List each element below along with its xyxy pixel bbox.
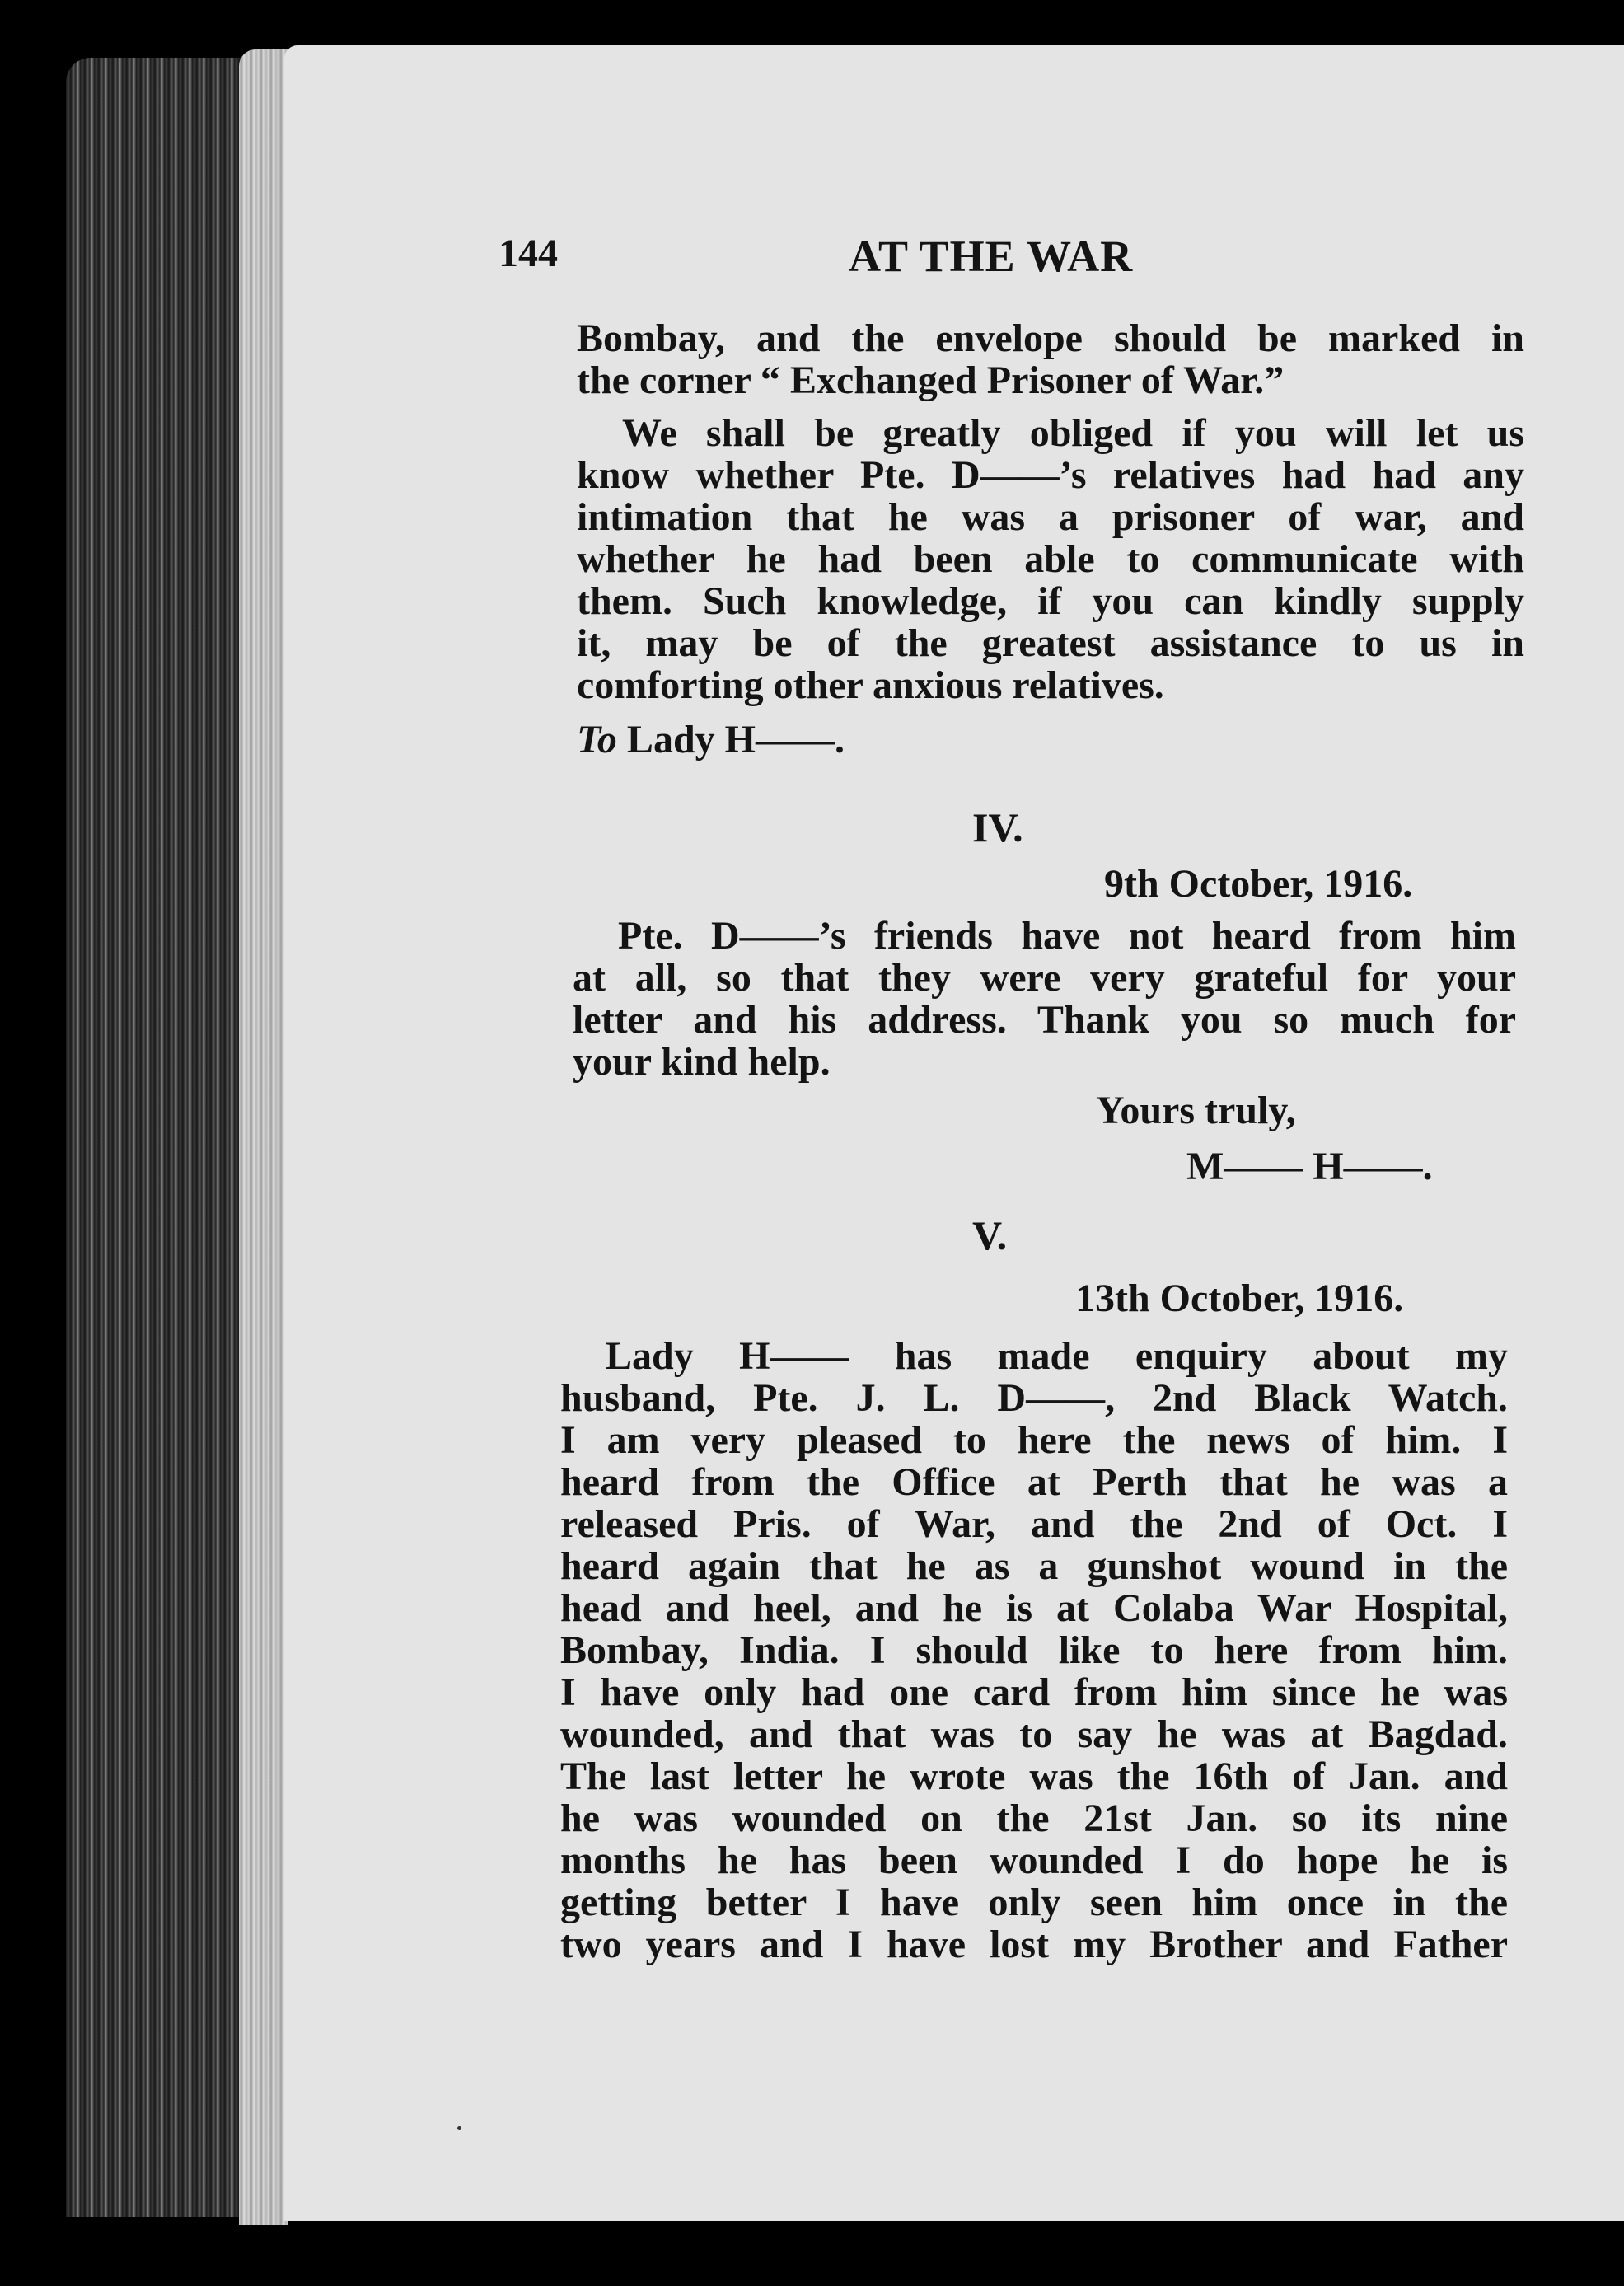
addressee-to: To <box>577 718 617 761</box>
running-title: AT THE WAR <box>849 232 1134 281</box>
letter-v-paragraph <box>560 1335 1508 1965</box>
book-page-edges-light <box>239 49 288 2225</box>
text-line: your kind help. <box>573 1040 831 1084</box>
addressee-line <box>577 717 845 762</box>
text-line: getting better I have only seen him once in the <box>560 1881 1508 1924</box>
section-numeral-v: V. <box>972 1212 1008 1258</box>
letter-iv-signature: M—— H——. <box>1186 1145 1433 1188</box>
letter-iii-continuation <box>577 317 1524 401</box>
text-line: The last letter he wrote was the 16th of Jan. and <box>560 1754 1508 1798</box>
text-line: intimation that he was a prisoner of war, and <box>577 495 1524 539</box>
text-line: I am very pleased to here the news of him. I <box>560 1418 1508 1462</box>
addressee-name: Lady H——. <box>626 718 845 761</box>
letter-iv-closing: Yours truly, <box>1096 1089 1296 1132</box>
text-line: Bombay, and the envelope should be marked in <box>577 316 1524 360</box>
letter-iv-date: 9th October, 1916. <box>1104 862 1413 906</box>
page-speck <box>457 2126 461 2130</box>
text-line: wounded, and that was to say he was at Bagdad. <box>560 1712 1508 1756</box>
text-line: released Pris. of War, and the 2nd of Oct. I <box>560 1502 1508 1546</box>
text-line: comforting other anxious relatives. <box>577 663 1164 707</box>
text-line: Pte. D——’s friends have not heard from him <box>618 914 1516 958</box>
text-line: know whether Pte. D——’s relatives had had any <box>577 453 1524 497</box>
text-line: Lady H—— has made enquiry about my <box>606 1334 1508 1378</box>
text-line: head and heel, and he is at Colaba War Hospital, <box>560 1586 1508 1630</box>
text-line: the corner “ Exchanged Prisoner of War.” <box>577 358 1285 402</box>
page-number: 144 <box>498 232 558 275</box>
text-line: at all, so that they were very grateful for your <box>573 956 1516 1000</box>
text-line: Bombay, India. I should like to here from him. <box>560 1628 1508 1672</box>
text-line: two years and I have lost my Brother and Father <box>560 1923 1508 1966</box>
text-line: it, may be of the greatest assistance to us in <box>577 621 1524 665</box>
section-numeral-iv: IV. <box>972 804 1023 850</box>
text-line: them. Such knowledge, if you can kindly supply <box>577 579 1524 623</box>
text-line: husband, Pte. J. L. D——, 2nd Black Watch. <box>560 1376 1508 1420</box>
text-line: heard from the Office at Perth that he was a <box>560 1460 1508 1504</box>
text-line: he was wounded on the 21st Jan. so its nine <box>560 1796 1508 1840</box>
letter-iv-paragraph <box>573 915 1516 1083</box>
text-line: heard again that he as a gunshot wound in the <box>560 1544 1508 1588</box>
text-line: months he has been wounded I do hope he is <box>560 1839 1508 1882</box>
text-line: We shall be greatly obliged if you will let us <box>622 411 1524 455</box>
letter-v-date: 13th October, 1916. <box>1075 1277 1404 1320</box>
text-line: letter and his address. Thank you so much for <box>573 998 1516 1042</box>
letter-iii-paragraph <box>577 412 1524 706</box>
text-line: whether he had been able to communicate with <box>577 537 1524 581</box>
text-line: I have only had one card from him since he was <box>560 1670 1508 1714</box>
